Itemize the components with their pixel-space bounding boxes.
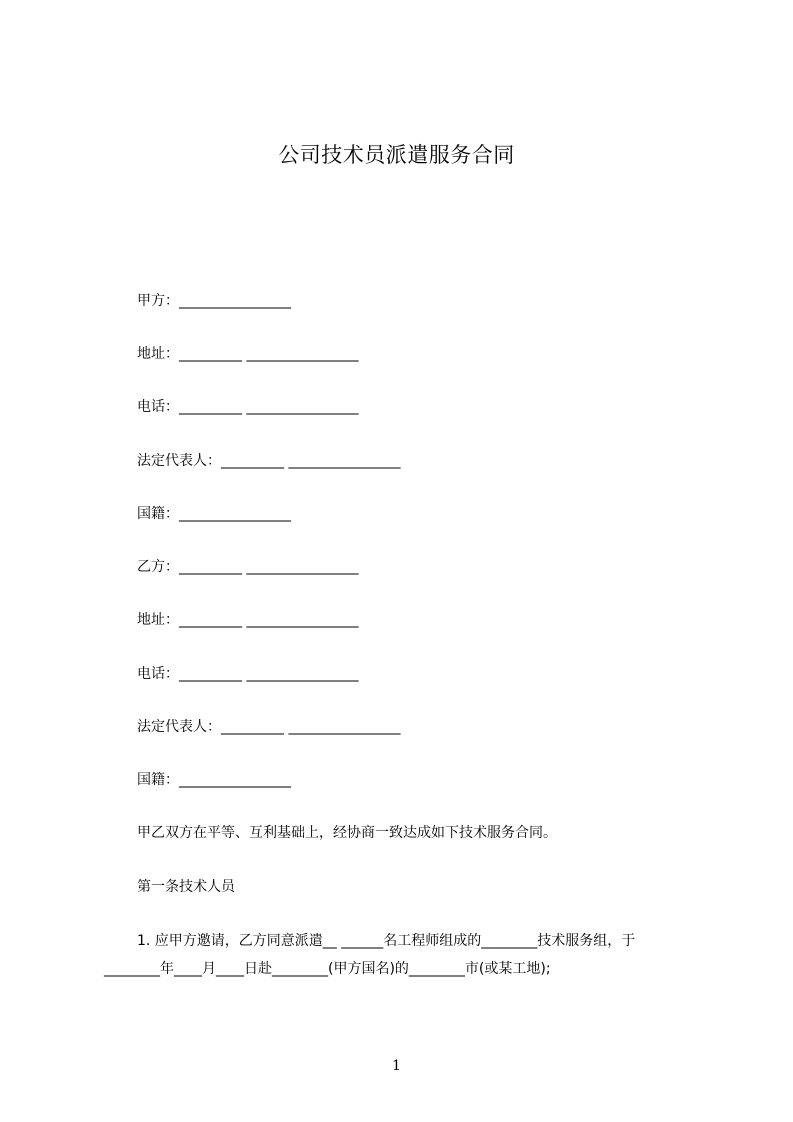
party-a-legal-representative: 法定代表人：_________ ________________	[137, 453, 401, 469]
party-b-name: 乙方：_________ ________________	[137, 559, 359, 575]
clause-1-line-2: ________年____月____日赴________(甲方国名)的________市(或某工地);	[104, 961, 551, 977]
party-a-phone: 电话：_________ ________________	[137, 399, 359, 415]
intro-paragraph: 甲乙双方在平等、互利基础上，经协商一致达成如下技术服务合同。	[137, 825, 557, 841]
party-b-phone: 电话：_________ ________________	[137, 666, 359, 682]
party-b-nationality: 国籍：________________	[137, 772, 291, 788]
page-number: 1	[392, 1058, 401, 1074]
party-a-name: 甲方：________________	[137, 293, 291, 309]
article-1-heading: 第一条技术人员	[137, 879, 235, 895]
party-b-address: 地址：_________ ________________	[137, 612, 359, 628]
document-title: 公司技术员派遣服务合同	[278, 143, 515, 167]
party-a-address: 地址：_________ ________________	[137, 346, 359, 362]
clause-1-line-1: 1. 应甲方邀请，乙方同意派遣__ ______名工程师组成的________技术服务组，于	[137, 933, 636, 949]
party-b-legal-representative: 法定代表人：_________ ________________	[137, 719, 401, 735]
party-a-nationality: 国籍：________________	[137, 506, 291, 522]
